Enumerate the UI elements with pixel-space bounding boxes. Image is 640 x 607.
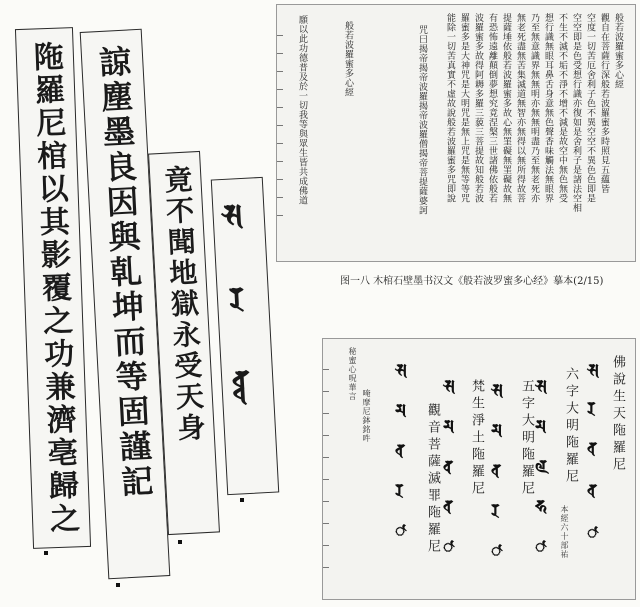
siddham-glyph: 𑖦: [535, 417, 547, 437]
dharani-scan: [322, 338, 636, 600]
sutra-col-4: 空空即是色受想行識亦復如是舍利子是諸法空相: [571, 13, 581, 213]
dharani-sub-4: 觀音菩薩滅罪陁羅尼: [425, 403, 440, 556]
sutra-col-2: 觀自在菩薩行深般若波羅蜜多時照見五蘊皆: [599, 13, 609, 194]
sutra-col-5: 不生不滅不垢不淨不增不減是故空中無色無受: [557, 13, 567, 203]
siddham-glyph: 𑖦: [491, 421, 503, 441]
siddham-glyph: 𑖪: [443, 497, 454, 517]
strip-4-marker: [240, 498, 244, 502]
sutra-col-13: 能除一切苦真實不虛故說般若波羅蜜多咒即說: [445, 13, 455, 203]
sutra-col-16: 願以此功德普及於一切我等與眾生皆共成佛道: [297, 15, 307, 205]
sutra-col-3: 空度一切苦厄舍利子色不異空空不異色色即是: [585, 13, 595, 203]
sutra-col-6: 想行識無眼耳鼻舌身意無色聲香味觸法無眼界: [543, 13, 553, 203]
siddham-glyph: 𑖪: [587, 481, 598, 501]
siddham-glyph: 𑖤: [443, 457, 454, 477]
siddham-glyph: 𑖯: [587, 523, 599, 543]
sutra-col-9: 提薩埵依般若波羅蜜多故心無罣礙無罣礙故無: [501, 13, 511, 203]
calligraphy-strip-1: [15, 27, 91, 549]
sutra-col-10: 有恐怖遠離顛倒夢想究竟涅槃三世諸佛依般若: [487, 13, 497, 203]
heart-sutra-scan: [276, 4, 636, 262]
siddham-glyph: 𑖭: [587, 361, 600, 381]
siddham-glyph: 𑖪: [491, 461, 502, 481]
sutra-col-7: 乃至無意識界無無明亦無無明盡乃至無老死亦: [529, 13, 539, 203]
siddham-glyph: 𑖭: [395, 361, 408, 381]
siddham-glyph: 𑖨: [587, 399, 596, 419]
dharani-sub-3: 梵生淨土陁羅尼: [469, 379, 484, 498]
sutra-col-1: 般若波羅蜜多心經: [613, 13, 623, 89]
strip-2-text: 諒塵墨良因與乹坤而等固謹記: [93, 44, 156, 501]
siddham-glyph: 𑖭: [491, 381, 504, 401]
siddham-glyph: 𑖮: [535, 497, 547, 517]
siddham-glyph: 𑖦: [395, 401, 407, 421]
siddham-glyph: 𑖭: [535, 377, 548, 397]
siddham-glyph: 𑖨: [491, 501, 500, 521]
dharani-left-col-2: 唵摩尼鉢銘吽: [362, 389, 371, 443]
dharani-title: 佛說生天陁羅尼: [610, 355, 625, 474]
dharani-left-col-1: 秘蜜心呪華言: [348, 347, 357, 401]
sutra-col-8: 無老死盡無苦集滅道無智亦無得以無所得故菩: [515, 13, 525, 203]
siddham-glyph: 𑖪: [395, 441, 406, 461]
strip-3-marker: [178, 540, 182, 544]
strip-3-text: 竟不聞地獄永受天身: [159, 164, 208, 445]
siddham-glyph: 𑖦: [443, 417, 455, 437]
strip-4-text: 𑖭𑖨𑖪𑖿𑖪: [223, 194, 272, 445]
siddham-glyph: 𑖭: [443, 377, 456, 397]
strip-1-marker: [44, 551, 48, 555]
sutra-col-14: 咒曰揭帝揭帝波羅揭帝波羅僧揭帝菩提薩婆訶: [417, 25, 427, 215]
dharani-sub-1: 六字大明陁羅尼: [563, 367, 578, 486]
strip-1-text: 陁羅尼棺以其影覆之功兼濟亳歸之: [27, 40, 80, 537]
dharani-sub-2: 五字大明陁羅尼: [519, 379, 534, 498]
strip-2-marker: [116, 583, 120, 587]
siddham-glyph: 𑖯: [491, 541, 503, 561]
siddham-glyph: 𑖩: [535, 457, 549, 477]
sutra-col-15: 般若波羅蜜多心經: [343, 21, 353, 97]
sutra-col-12: 羅蜜多是大神咒是大明咒是無上咒是無等等咒: [459, 13, 469, 203]
siddham-glyph: 𑖯: [443, 537, 455, 557]
siddham-glyph: 𑖨: [395, 481, 404, 501]
siddham-glyph: 𑖯: [395, 521, 407, 541]
dharani-small-note: 本經六十部祐: [560, 505, 569, 559]
figure-caption: 图一八 木棺石壁墨书汉文《般若波罗蜜多心经》摹本(2/15): [340, 276, 604, 287]
siddham-glyph: 𑖪: [587, 439, 598, 459]
siddham-glyph: 𑖯: [535, 537, 547, 557]
calligraphy-strip-4: [211, 177, 279, 495]
sutra-col-11: 波羅蜜多故得阿耨多羅三藐三菩提故知般若波: [473, 13, 483, 203]
